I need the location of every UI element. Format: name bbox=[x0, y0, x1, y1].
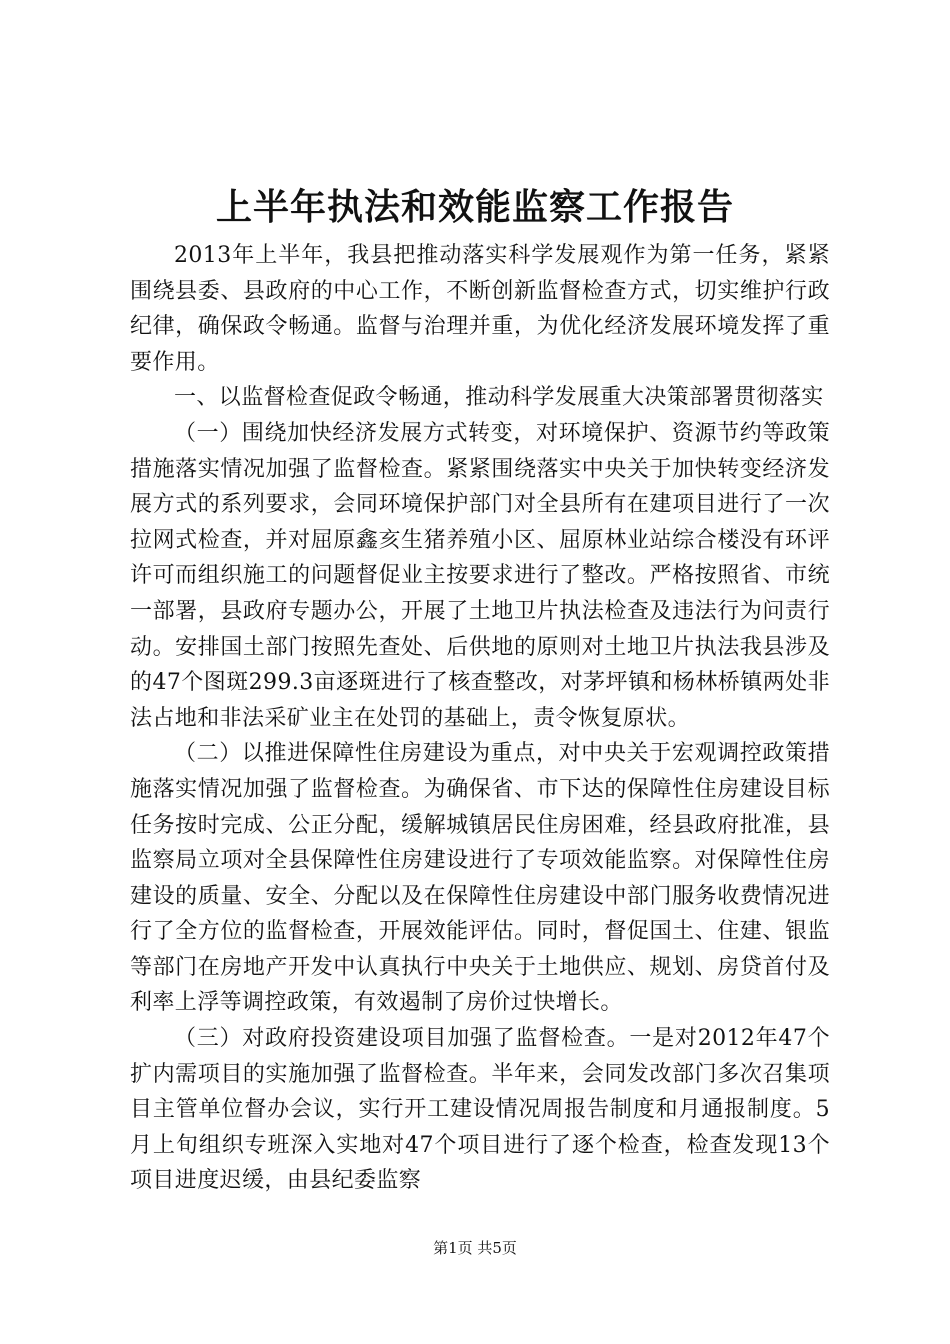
section-heading-1: 一、以监督检查促政令畅通，推动科学发展重大决策部署贯彻落实 bbox=[174, 385, 824, 411]
document-body bbox=[130, 238, 830, 1199]
subsection-paragraph-2: （二）以推进保障性住房建设为重点，对中央关于宏观调控政策措施落实情况加强了监督检查。为确保省、市下达的保障性住房建设目标任务按时完成、公正分配，缓解城镇居民住房困难，经县政府批准，县监察局立项对全县保障性住房建设进行了专项效能监察。对保障性住房建设的质量、安全、分配以及在保障性住房建设中部门服务收费情况进行了全方位的监督检查，开展效能评估。同时，督促国土、住建、银监等部门在房地产开发中认真执行中央关于土地供应、规划、房贷首付及利率上浮等调控政策，有效遏制了房价过快增长。 bbox=[130, 741, 830, 1016]
subsection-paragraph-3: （三）对政府投资建设项目加强了监督检查。一是对2012年47个扩内需项目的实施加强了监督检查。半年来，会同发改部门多次召集项目主管单位督办会议，实行开工建设情况周报告制度和月通报制度。5月上旬组织专班深入实地对47个项目进行了逐个检查，检查发现13个项目进度迟缓，由县纪委监察 bbox=[130, 1026, 830, 1194]
subsection-paragraph-1: （一）围绕加快经济发展方式转变，对环境保护、资源节约等政策措施落实情况加强了监督检查。紧紧围绕落实中央关于加快转变经济发展方式的系列要求，会同环境保护部门对全县所有在建项目进行了一次拉网式检查，并对屈原鑫亥生猪养殖小区、屈原林业站综合楼没有环评许可而组织施工的问题督促业主按要求进行了整改。严格按照省、市统一部署，县政府专题办公，开展了土地卫片执法检查及违法行为问责行动。安排国土部门按照先查处、后供地的原则对土地卫片执法我县涉及的47个图斑299.3亩逐斑进行了核查整改，对茅坪镇和杨林桥镇两处非法占地和非法采矿业主在处罚的基础上，责令恢复原状。 bbox=[130, 420, 830, 731]
page-number-footer: 第1页 共5页 bbox=[433, 1239, 517, 1257]
intro-paragraph: 2013年上半年，我县把推动落实科学发展观作为第一任务，紧紧围绕县委、县政府的中心工作，不断创新监督检查方式，切实维护行政纪律，确保政令畅通。监督与治理并重，为优化经济发展环境发挥了重要作用。 bbox=[130, 243, 830, 375]
document-title: 上半年执法和效能监察工作报告 bbox=[215, 186, 734, 228]
